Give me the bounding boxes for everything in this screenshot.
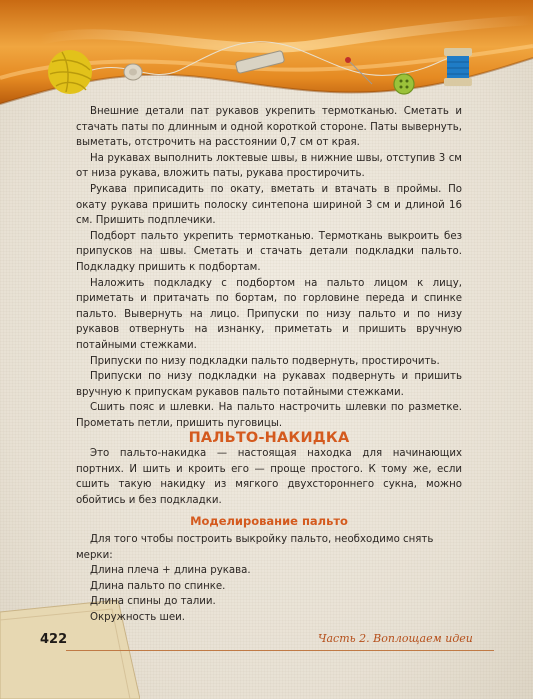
measurement-line: Длина плеча + длина рукава.	[90, 565, 251, 577]
measurement-line: Длина пальто по спинке.	[90, 580, 226, 592]
measurement-list	[76, 532, 462, 626]
body-paragraph: На рукавах выполнить локтевые швы, в нижние швы, отступив 3 см от низа рукава, вложить паты, рукава простирочить.	[76, 152, 462, 180]
body-paragraph: Сшить пояс и шлевки. На пальто настрочить шлевки по разметке. Прометать петли, пришить пуговицы.	[76, 402, 462, 429]
running-footer-title: Часть 2. Воплощаем идеи	[318, 632, 473, 645]
satin-ribbon-banner	[0, 0, 533, 120]
section-title: ПАЛЬТО-НАКИДКА	[188, 430, 350, 446]
measurement-line: Для того чтобы построить выкройку пальто, необходимо снять мерки:	[76, 534, 434, 561]
measurement-line: Длина спины до талии.	[90, 596, 216, 608]
body-paragraph: Подборт пальто укрепить термотканью. Термоткань выкроить без припусков на швы. Сметать и стачать детали подкладки пальто. Подкладку пришить к подбортам.	[76, 230, 462, 273]
yarn-ball-icon	[48, 50, 92, 94]
body-paragraph: Наложить подкладку с подбортом на пальто лицом к лицу, приметать и притачать по бортам, по горловине переда и спинке пальто. Вывернуть на лицо. Припуски по низу пальто и по низу рукавов отвернуть на изнанку, приметать и пришить вручную потайными стежками.	[76, 277, 462, 351]
footer-rule	[66, 650, 494, 651]
intro-paragraph: Это пальто-накидка — настоящая находка для начинающих портних. И шить и кроить его — проще простого. К тому же, если сшить такую накидку из мягкого двухстороннего сукна, можно обойтись и без подкладки.	[76, 448, 462, 506]
thread-spool-icon	[124, 64, 142, 80]
button-icon	[394, 74, 414, 94]
body-paragraph: Рукава приписадить по окату, вметать и втачать в проймы. По окату рукава пришить полоску синтепона шириной 3 см и длиной 16 см. Пришить подплечики.	[76, 183, 462, 227]
section-intro	[76, 446, 462, 508]
measurement-line: Окружность шеи.	[90, 611, 185, 623]
blue-spool-icon	[444, 48, 472, 86]
body-text	[76, 104, 462, 431]
subsection-title: Моделирование пальто	[190, 514, 348, 528]
body-paragraph: Припуски по низу подкладки на рукавах подвернуть и пришить вручную к припускам рукавов пальто потайными стежками.	[76, 371, 462, 398]
body-paragraph: Припуски по низу подкладки пальто подвернуть, простирочить.	[90, 355, 440, 367]
body-paragraph: Внешние детали пат рукавов укрепить термотканью. Сметать и стачать паты по длинным и одной короткой стороне. Паты вывернуть, выметать, отстрочить на расстоянии 0,7 см от края.	[76, 106, 462, 149]
page-number: 422	[40, 632, 68, 647]
